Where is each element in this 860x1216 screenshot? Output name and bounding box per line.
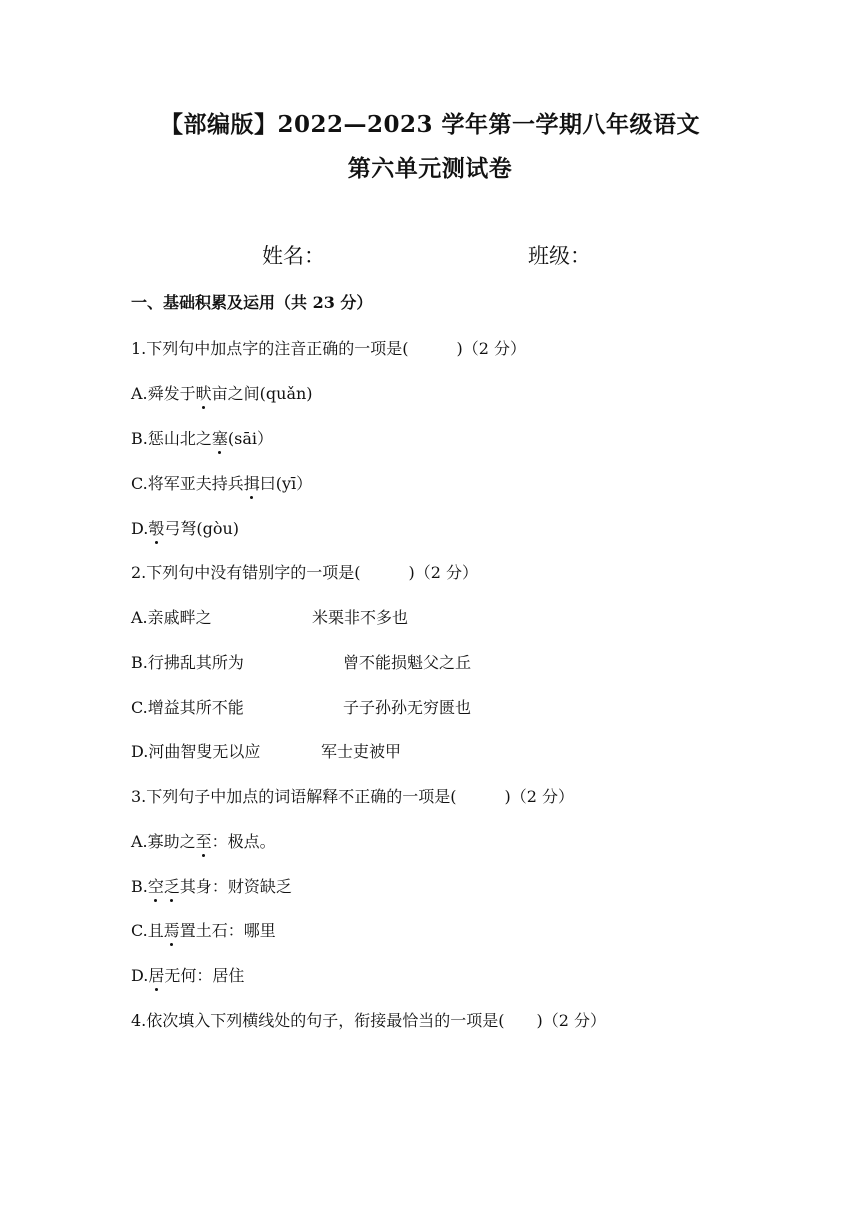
q2-stem: 2.下列句中没有错别字的一项是( )（2 分） [131,563,479,582]
q3-option-a: A.寡助之至：极点。 [131,829,276,852]
title-line-1: 【部编版】2022—2023 学年第一学期八年级语文 [159,111,701,138]
emphasis-char: 畎 [196,381,212,404]
emphasis-char: 乏 [164,874,180,897]
emphasis-char: 居 [148,963,164,986]
emphasis-char: 塞 [212,426,228,449]
q1-option-c: C.将军亚夫持兵揖曰(yī） [131,471,312,494]
emphasis-char: 彀 [148,516,164,539]
q3-stem: 3.下列句子中加点的词语解释不正确的一项是( )（2 分） [131,787,575,806]
name-label: 姓名： [262,244,325,268]
section-heading: 一、基础积累及运用（共 23 分） [131,293,373,312]
q3-option-b: B.空乏其身：财资缺乏 [131,874,292,897]
emphasis-char: 至 [196,829,212,852]
q1-stem: 1.下列句中加点字的注音正确的一项是( )（2 分） [131,339,527,358]
q2-option-a: A.亲戚畔之 米栗非不多也 [131,608,409,627]
q3-option-d: D.居无何：居住 [131,963,244,986]
class-label: 班级： [528,244,591,268]
emphasis-char: 揖 [244,471,260,494]
q4-stem: 4.依次填入下列横线处的句子，衔接最恰当的一项是( )（2 分） [131,1011,607,1030]
q1-option-a: A.舜发于畎亩之间(quǎn) [131,381,313,404]
emphasis-char: 焉 [164,918,180,941]
q2-option-d: D.河曲智叟无以应 军士吏被甲 [131,742,402,761]
q2-option-b: B.行拂乱其所为 曾不能损魁父之丘 [131,653,472,672]
q1-option-b: B.惩山北之塞(sāi） [131,426,273,449]
emphasis-char: 空 [148,874,164,897]
title-line-2: 第六单元测试卷 [347,155,513,182]
q1-option-d: D.彀弓弩(gòu) [131,516,239,539]
q2-option-c: C.增益其所不能 子子孙孙无穷匮也 [131,698,472,717]
q3-option-c: C.且焉置土石：哪里 [131,918,276,941]
